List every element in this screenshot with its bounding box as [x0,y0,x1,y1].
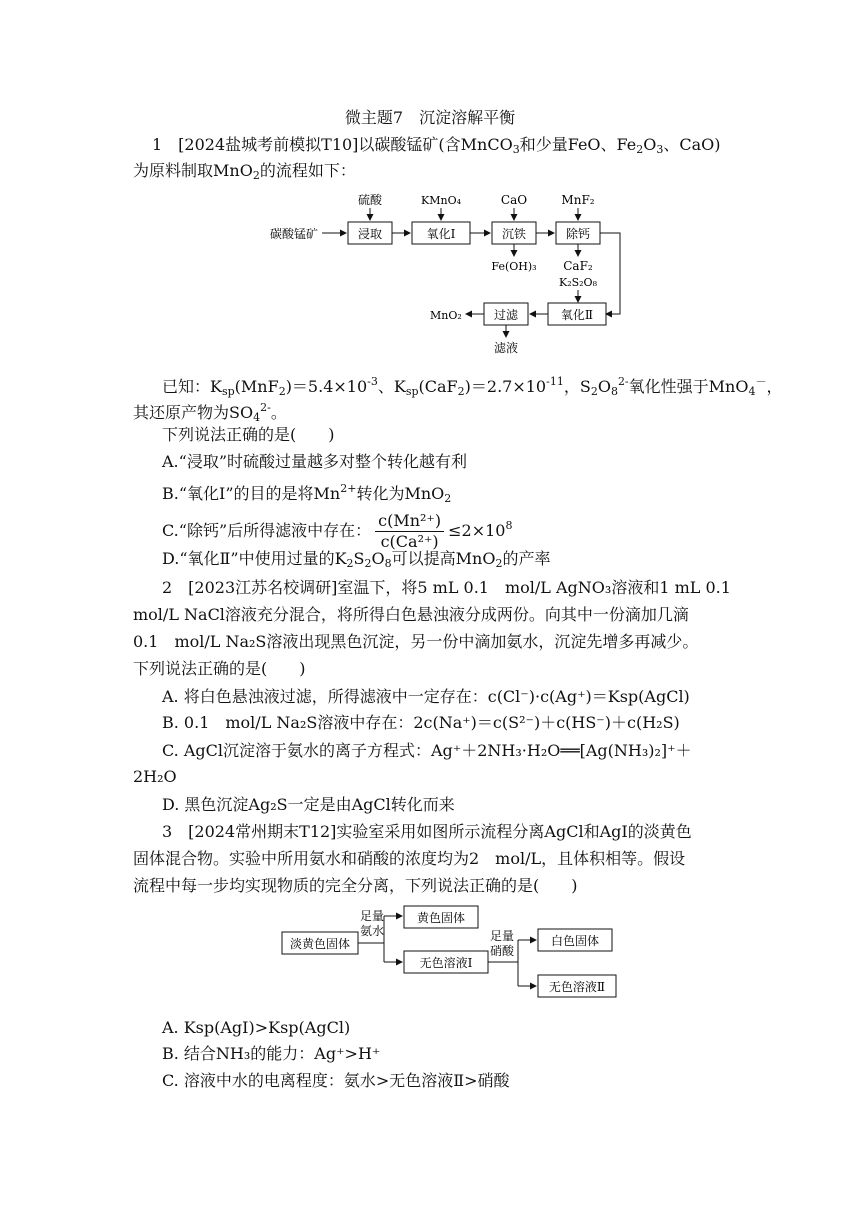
flow3-reagent-1b: 氨水 [359,924,385,938]
q2-option-d: D. 黑色沉淀Ag₂S一定是由AgCl转化而来 [162,795,455,814]
flow1-product-4: CaF₂ [563,259,593,273]
q1-known-line-1: 已知：$K_{sp}(MnF_2)=5.4\times 10^{-3}$、$K_{sp}(CaF_2)=2.7\times 10^{-11}$，$S_2O_8^{2-}$氧化性强于MnO$_4$－， [162,375,783,398]
flow1-box-iron-label: 沉铁 [501,227,527,241]
q2-line-3: 0.1 mol/L Na₂S溶液出现黑色沉淀，另一份中滴加氨水，沉淀先增多再减少。 [133,632,699,651]
q2-option-c: C. AgCl沉淀溶于氨水的离子方程式：Ag⁺＋2NH₃·H₂O══[Ag(NH₃)₂]⁺＋ [162,741,692,760]
flow1-reagent-2: KMnO₄ [421,194,461,207]
flow1-reagent-1: 硫酸 [357,193,383,207]
q2-line-1: 2 [2023江苏名校调研]室温下，将5 mL 0.1 mol/L AgNO₃溶液和1 mL 0.1 [162,578,731,597]
flow3-start-label: 淡黄色固体 [289,937,351,951]
flow1-reagent-3: CaO [500,193,528,207]
flow1-reagent-5: K₂S₂O₈ [558,276,598,289]
q1-option-a: A.“浸取”时硫酸过量越多对整个转化越有利 [162,452,468,471]
q3-option-c: C. 溶液中水的电离程度：氨水>无色溶液Ⅱ>硝酸 [162,1071,510,1090]
q3-line-1: 3 [2024常州期末T12]实验室采用如图所示流程分离AgCl和AgI的淡黄色 [162,822,692,841]
q1-option-c: C.“除钙”后所得滤液中存在： $\frac{\text{c(Mn²⁺)}}{\text{c(Ca²⁺)}}$ $\le 2\times 10^8$ [162,511,513,551]
q2-line-2: mol/L NaCl溶液充分混合，将所得白色悬浊液分成两份。向其中一份滴加几滴 [133,605,689,624]
flow3-box-solution-2-label: 无色溶液Ⅱ [548,980,606,994]
flow1-box-oxidation-1-label: 氧化Ⅰ [426,227,456,241]
q3-line-3: 流程中每一步均实现物质的完全分离，下列说法正确的是( ) [133,876,578,895]
q1-line-1: 1 [2024盐城考前模拟T10]以碳酸锰矿(含MnCO$_3$和少量FeO、$Fe_2O_3$、CaO) [152,135,721,156]
q1-line-2: 为原料制取MnO$_2$的流程如下： [133,161,356,182]
flow1-product-6b: 滤液 [493,341,519,355]
q3-flow-diagram [280,904,620,1004]
q1-option-d: D.“氧化Ⅱ”中使用过量的$K_2S_2O_8$可以提高MnO$_2$的产率 [162,549,551,570]
flow3-box-solution-1-label: 无色溶液Ⅰ [419,956,473,970]
q2-option-b: B. 0.1 mol/L Na₂S溶液中存在：2c(Na⁺)＝c(S²⁻)＋c(HS⁻)＋c(H₂S) [162,713,680,732]
flow1-box-oxidation-2-label: 氧化Ⅱ [560,308,594,322]
flow3-reagent-2b: 硝酸 [489,944,515,958]
flow1-box-leach-label: 浸取 [357,227,383,241]
q1-option-b: B.“氧化Ⅰ”的目的是将$Mn^{2+}$转化为MnO$_2$ [162,482,452,505]
q3-option-a: A. Ksp(AgI)>Ksp(AgCl) [162,1018,351,1037]
q2-line-4: 下列说法正确的是( ) [133,659,306,678]
flow3-reagent-1a: 足量 [359,909,385,923]
q1-question: 下列说法正确的是( ) [162,425,335,444]
flow1-reagent-4: MnF₂ [561,193,595,207]
q1-known-line-2: 其还原产物为$SO_4^{2-}$。 [133,401,287,424]
q3-option-b: B. 结合NH₃的能力：Ag⁺>H⁺ [162,1044,381,1063]
flow3-box-white-label: 白色固体 [550,934,600,948]
flow3-reagent-2a: 足量 [489,929,515,943]
flow3-box-yellow-label: 黄色固体 [416,911,466,925]
flow1-box-filter-label: 过滤 [493,308,519,322]
q1-fraction: $\frac{\text{c(Mn²⁺)}}{\text{c(Ca²⁺)}}$ [375,511,444,552]
flow1-box-calcium-label: 除钙 [565,227,591,241]
q3-line-2: 固体混合物。实验中所用氨水和硝酸的浓度均为2 mol/L，且体积相等。假设 [133,849,686,868]
flow1-product-3: Fe(OH)₃ [491,260,537,273]
flow1-start-label: 碳酸锰矿 [270,227,319,241]
q2-option-c-cont: 2H₂O [133,767,177,786]
q2-option-a: A. 将白色悬浊液过滤，所得滤液中一定存在：c(Cl⁻)·c(Ag⁺)＝Ksp(AgCl) [162,687,690,706]
q1-flow-diagram [260,188,640,358]
flow1-product-6a: MnO₂ [430,309,462,322]
page-title: 微主题7 沉淀溶解平衡 [344,108,516,127]
